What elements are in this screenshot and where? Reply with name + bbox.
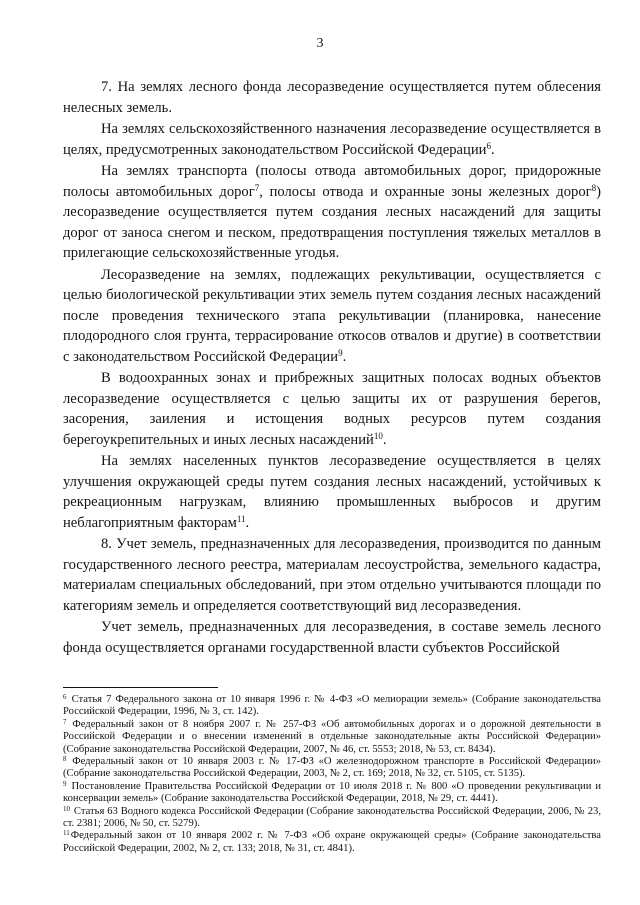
paragraph-selkhoz: На землях сельскохозяйственного назначения лесоразведение осуществляется в целях, предусмотренных законодательством Российской Федерации$^6$. xyxy=(63,121,601,158)
paragraph-rekultivaciya: Лесоразведение на землях, подлежащих рекультивации, осуществляется с целью биологической рекультивации этих земель путем создания лесных насаждений после проведения технического этапа рекультивации (планировка, нанесение плодородного слоя грунта, террасирование откосов отвалов и другие) в соответствии с законодательством Российской Федерации$^9$. xyxy=(63,266,601,365)
footnote-11: $^{11}$Федеральный закон от 10 января 2002 г. № 7-ФЗ «Об охране окружающей среды» (Собрание законодательства Российской Федерации, 2002, № 2, ст. 133; 2018, № 31, ст. 4841). xyxy=(63,829,601,854)
body-text xyxy=(63,77,601,658)
footnote-9: $^9$ Постановление Правительства Российской Федерации от 10 июля 2018 г. № 800 «О проведении рекультивации и консервации земель» (Собрание законодательства Российской Федерации, 2018, № 29, ст. 4441). xyxy=(63,779,602,805)
footnotes xyxy=(63,694,601,855)
footnote-ref[interactable]: 8 xyxy=(591,182,597,193)
page-number: 3 xyxy=(316,36,324,51)
footnote-7: $^7$ Федеральный закон от 8 ноября 2007 г. № 257-ФЗ «Об автомобильных дорогах и о дорожной деятельности в Российской Федерации и о внесении изменений в отдельные законодательные акты Российской Федерации» (Собрание законодательства Российской Федерации, 2007, № 46, ст. 5553; 2018, № 53, ст. 8434). xyxy=(63,717,601,755)
footnote-8: $^8$ Федеральный закон от 10 января 2003 г. № 17-ФЗ «О железнодорожном транспорте в Российской Федерации» (Собрание законодательства Российской Федерации, 2003, № 2, ст. 169; 2018, № 32, ст. 5105, ст. 5135). xyxy=(63,755,601,780)
paragraph-lesnoy-fond: 7. На землях лесного фонда лесоразведение осуществляется путем облесения нелесных земель. xyxy=(63,79,601,116)
paragraph-transport: На землях транспорта (полосы отвода автомобильных дорог, придорожные полосы автомобильных дорог$^7$, полосы отвода и охранные зоны железных дорог$^8$) лесоразведение осуществляется путем создания лесных насаждений для защиты дорог от заноса снегом и песком, предотвращения поступления тяжелых металлов в прилегающие сельскохозяйственные угодья. xyxy=(63,163,601,261)
footnote-ref[interactable]: 11 xyxy=(236,513,246,524)
paragraph-uchet-organy: Учет земель, предназначенных для лесоразведения, в составе земель лесного фонда осуществляется органами государственной власти субъектов Российской xyxy=(63,619,601,656)
paragraph-vodoohrannye: В водоохранных зонах и прибрежных защитных полосах водных объектов лесоразведение осуществляется с целью защиты их от разрушения берегов, засорения, заиления и истощения водных ресурсов путем создания берегоукрепительных и иных лесных насаждений$^{10}$. xyxy=(63,370,601,448)
footnote-divider xyxy=(63,687,218,688)
footnote-ref[interactable]: 6 xyxy=(486,140,491,151)
footnote-10: $^{10}$ Статья 63 Водного кодекса Российской Федерации (Собрание законодательства Российской Федерации, 2006, № 23, ст. 2381; 2006, № 50, ст. 5279). xyxy=(63,804,601,830)
footnote-ref[interactable]: 7 xyxy=(254,182,260,193)
paragraph-uchet-zemel: 8. Учет земель, предназначенных для лесоразведения, производится по данным государственного лесного реестра, материалам лесоустройства, земельного кадастра, материалам специальных обследований, при этом отдельно учитываются площади по категориям земель и определяется соответствующий вид лесоразведения. xyxy=(63,536,601,614)
footnote-ref[interactable]: 9 xyxy=(338,347,343,358)
footnote-ref[interactable]: 10 xyxy=(373,430,383,441)
footnote-6: $^6$ Статья 7 Федерального закона от 10 января 1996 г. № 4-ФЗ «О мелиорации земель» (Собрание законодательства Российской Федерации, 1996, № 3, ст. 142). xyxy=(63,693,602,718)
paragraph-naselennye-punkty: На землях населенных пунктов лесоразведение осуществляется в целях улучшения окружающей среды путем создания лесных насаждений, устойчивых к рекреационным нагрузкам, влиянию промышленных выбросов и другим неблагоприятным факторам$^{11}$. xyxy=(63,453,601,531)
